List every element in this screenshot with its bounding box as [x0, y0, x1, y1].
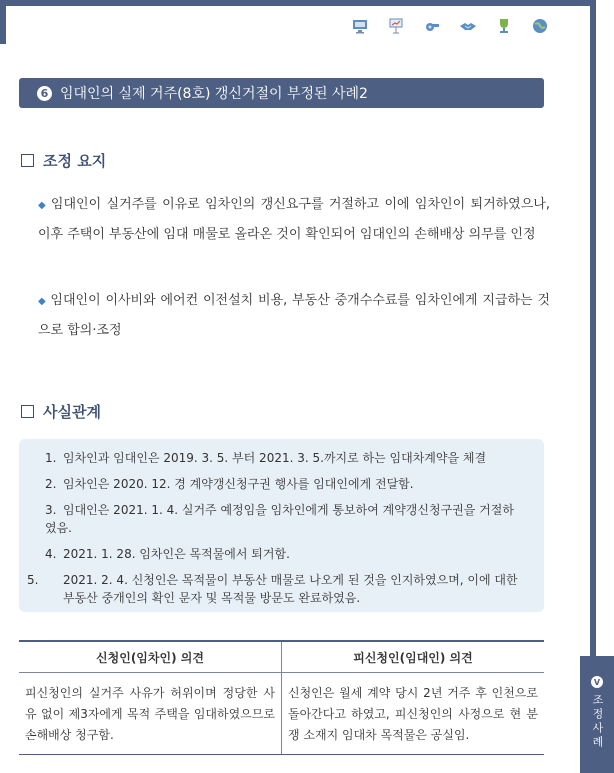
fact-text: 임차인과 임대인은 2019. 3. 5. 부터 2021. 3. 5.까지로 하는 임대차계약을 체결	[63, 451, 487, 465]
bullet-icon: ◆	[38, 296, 47, 307]
fact-number: 5.	[27, 573, 39, 587]
handshake-icon	[458, 16, 478, 36]
chapter-side-tab	[580, 656, 614, 773]
right-frame-bar	[590, 0, 596, 660]
fact-number: 2.	[45, 477, 57, 491]
header-icon-row	[350, 16, 550, 36]
trophy-icon	[494, 16, 514, 36]
globe-icon	[530, 16, 550, 36]
fact-text: 임차인은 2020. 12. 경 계약갱신청구권 행사를 임대인에게 전달함.	[63, 477, 414, 491]
facts-heading	[21, 401, 101, 422]
opinions-header-row	[19, 641, 544, 673]
opinions-row	[19, 673, 544, 755]
fact-text: 2021. 2. 4. 신청인은 목적물이 부동산 매물로 나오게 된 것을 인지하였으며, 이에 대한 부동산 중개인의 확인 문자 및 목적물 방문도 완료하였음.	[63, 573, 518, 605]
square-icon	[21, 154, 34, 167]
facts-heading-text: 사실관계	[43, 403, 101, 421]
summary-bullet-text: 임대인이 실거주를 이유로 임차인의 갱신요구를 거절하고 이에 임차인이 퇴거하였으나, 이후 주택이 부동산에 임대 매물로 올라온 것이 확인되어 임대인의 손해배상 의무를 인정	[38, 197, 550, 242]
whistle-icon	[422, 16, 442, 36]
summary-heading	[21, 150, 106, 171]
fact-item	[27, 571, 524, 607]
applicant-header: 신청인(임차인) 의견	[19, 641, 282, 673]
fact-item	[45, 501, 524, 537]
case-title-bar	[19, 78, 544, 108]
summary-heading-text: 조정 요지	[43, 152, 107, 170]
opinions-table	[19, 640, 544, 755]
fact-item	[45, 475, 524, 493]
presentation-icon	[386, 16, 406, 36]
fact-text: 2021. 1. 28. 임차인은 목적물에서 퇴거함.	[63, 547, 290, 561]
bullet-icon: ◆	[38, 200, 47, 211]
fact-number: 4.	[45, 547, 57, 561]
monitor-icon	[350, 16, 370, 36]
top-frame-bar	[0, 0, 596, 6]
fact-text: 임대인은 2021. 1. 4. 실거주 예정임을 임차인에게 통보하여 계약갱신청구권을 거절하였음.	[45, 503, 514, 535]
left-frame-bar	[0, 0, 6, 44]
fact-number: 1.	[45, 451, 57, 465]
case-number-badge: 6	[37, 86, 52, 101]
facts-list	[19, 439, 544, 607]
case-title: 임대인의 실제 거주(8호) 갱신거절이 부정된 사례2	[60, 86, 368, 102]
summary-bullet-text: 임대인이 이사비와 에어컨 이전설치 비용, 부동산 중개수수료를 임차인에게 지급하는 것으로 합의·조정	[38, 293, 550, 338]
facts-box	[19, 439, 544, 612]
respondent-opinion: 신청인은 월세 계약 당시 2년 거주 후 인천으로 돌아간다고 하였고, 피신청인의 사정으로 현 분쟁 소재지 임대차 목적물은 공실임.	[282, 673, 545, 755]
summary-bullet-2	[38, 286, 550, 345]
summary-bullet-1	[38, 190, 550, 249]
square-icon	[21, 405, 34, 418]
fact-number: 3.	[45, 503, 57, 517]
applicant-opinion: 피신청인의 실거주 사유가 허위이며 정당한 사유 없이 제3자에게 목적 주택을 임대하였으므로 손해배상 청구함.	[19, 673, 282, 755]
respondent-header: 피신청인(임대인) 의견	[282, 641, 545, 673]
fact-item	[45, 449, 524, 467]
chapter-label: 조정사례	[591, 694, 604, 750]
fact-item	[45, 545, 524, 563]
chapter-number-badge: V	[591, 676, 603, 688]
